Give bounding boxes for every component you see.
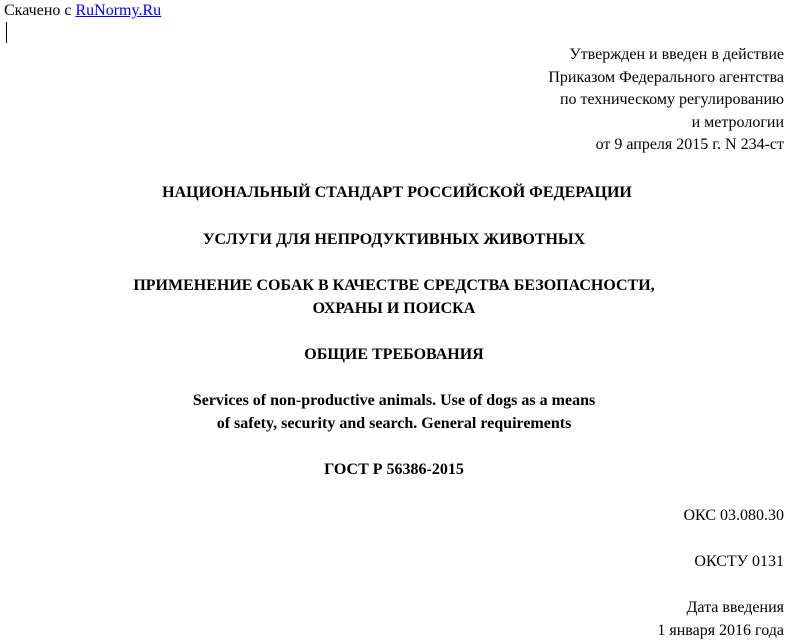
okstu-code: ОКСТУ 0131 [484, 551, 784, 574]
services-heading: УСЛУГИ ДЛЯ НЕПРОДУКТИВНЫХ ЖИВОТНЫХ [0, 229, 788, 252]
introduction-date-label: Дата введения [484, 597, 784, 620]
runormy-link[interactable]: RuNormy.Ru [75, 2, 161, 19]
application-heading [0, 275, 788, 320]
downloaded-prefix: Скачено с [4, 2, 71, 19]
english-title-line-1: Services of non-productive animals. Use of dogs as a means [0, 390, 788, 413]
general-requirements-heading: ОБЩИЕ ТРЕБОВАНИЯ [0, 344, 788, 367]
english-title [0, 390, 788, 435]
approval-line-3: по техническому регулированию [364, 89, 784, 112]
english-title-line-2: of safety, security and search. General requirements [0, 413, 788, 436]
introduction-date-block [484, 597, 784, 642]
oks-code: ОКС 03.080.30 [484, 505, 784, 528]
download-source-line [4, 2, 161, 20]
application-heading-line-2: ОХРАНЫ И ПОИСКА [0, 298, 788, 321]
approval-block [364, 44, 784, 157]
application-heading-line-1: ПРИМЕНЕНИЕ СОБАК В КАЧЕСТВЕ СРЕДСТВА БЕЗОПАСНОСТИ, [0, 275, 788, 298]
approval-line-5: от 9 апреля 2015 г. N 234-ст [364, 134, 784, 157]
approval-line-1: Утвержден и введен в действие [364, 44, 784, 67]
gost-number: ГОСТ Р 56386-2015 [0, 459, 788, 482]
introduction-date-value: 1 января 2016 года [484, 620, 784, 642]
approval-line-2: Приказом Федерального агентства [364, 67, 784, 90]
standard-heading: НАЦИОНАЛЬНЫЙ СТАНДАРТ РОССИЙСКОЙ ФЕДЕРАЦИИ [0, 182, 788, 205]
text-cursor [6, 22, 7, 43]
approval-line-4: и метрологии [364, 112, 784, 135]
